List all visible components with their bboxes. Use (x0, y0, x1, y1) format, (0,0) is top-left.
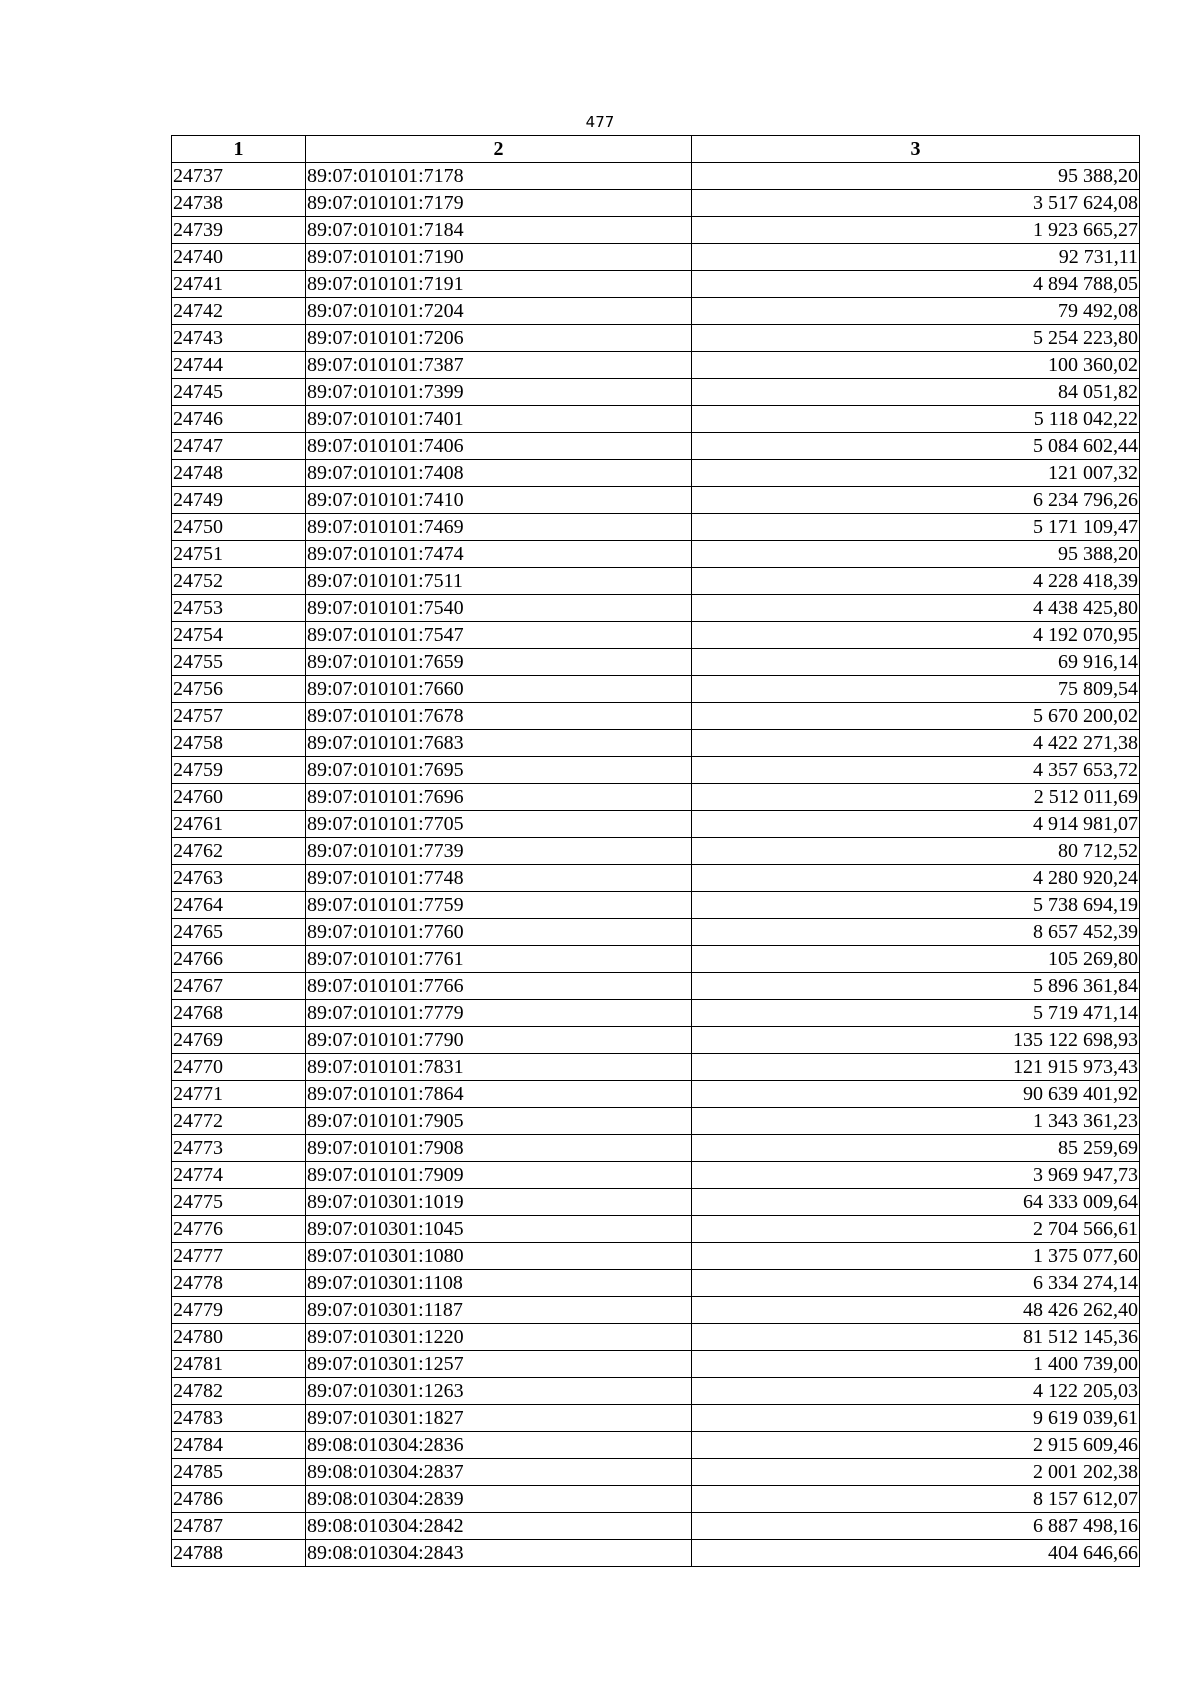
row-number-cell: 24753 (172, 595, 306, 622)
value-cell: 4 422 271,38 (692, 730, 1140, 757)
table-row (172, 1351, 1140, 1378)
row-number-cell: 24738 (172, 190, 306, 217)
row-number-cell: 24740 (172, 244, 306, 271)
cadastral-number-cell: 89:07:010101:7660 (306, 676, 692, 703)
cadastral-number-cell: 89:07:010101:7908 (306, 1135, 692, 1162)
cadastral-number-cell: 89:07:010101:7184 (306, 217, 692, 244)
table-row (172, 1540, 1140, 1567)
value-cell: 69 916,14 (692, 649, 1140, 676)
table-row (172, 541, 1140, 568)
value-cell: 4 438 425,80 (692, 595, 1140, 622)
value-cell: 121 915 973,43 (692, 1054, 1140, 1081)
cadastral-number-cell: 89:07:010101:7739 (306, 838, 692, 865)
value-cell: 85 259,69 (692, 1135, 1140, 1162)
value-cell: 79 492,08 (692, 298, 1140, 325)
value-cell: 6 334 274,14 (692, 1270, 1140, 1297)
cadastral-number-cell: 89:07:010301:1187 (306, 1297, 692, 1324)
column-header-3: 3 (692, 136, 1140, 163)
cadastral-number-cell: 89:07:010301:1045 (306, 1216, 692, 1243)
value-cell: 2 704 566,61 (692, 1216, 1140, 1243)
value-cell: 3 969 947,73 (692, 1162, 1140, 1189)
row-number-cell: 24758 (172, 730, 306, 757)
row-number-cell: 24751 (172, 541, 306, 568)
value-cell: 84 051,82 (692, 379, 1140, 406)
row-number-cell: 24787 (172, 1513, 306, 1540)
value-cell: 1 400 739,00 (692, 1351, 1140, 1378)
value-cell: 2 915 609,46 (692, 1432, 1140, 1459)
value-cell: 1 343 361,23 (692, 1108, 1140, 1135)
cadastral-number-cell: 89:07:010101:7909 (306, 1162, 692, 1189)
cadastral-number-cell: 89:07:010101:7190 (306, 244, 692, 271)
cadastral-number-cell: 89:07:010101:7399 (306, 379, 692, 406)
table-row (172, 514, 1140, 541)
row-number-cell: 24750 (172, 514, 306, 541)
row-number-cell: 24782 (172, 1378, 306, 1405)
row-number-cell: 24785 (172, 1459, 306, 1486)
row-number-cell: 24747 (172, 433, 306, 460)
row-number-cell: 24749 (172, 487, 306, 514)
cadastral-number-cell: 89:07:010101:7659 (306, 649, 692, 676)
row-number-cell: 24773 (172, 1135, 306, 1162)
table-row (172, 649, 1140, 676)
row-number-cell: 24761 (172, 811, 306, 838)
table-row (172, 1513, 1140, 1540)
cadastral-number-cell: 89:07:010101:7683 (306, 730, 692, 757)
table-row (172, 1486, 1140, 1513)
table-row (172, 919, 1140, 946)
value-cell: 1 375 077,60 (692, 1243, 1140, 1270)
row-number-cell: 24776 (172, 1216, 306, 1243)
table-row (172, 325, 1140, 352)
row-number-cell: 24754 (172, 622, 306, 649)
value-cell: 64 333 009,64 (692, 1189, 1140, 1216)
cadastral-number-cell: 89:07:010101:7511 (306, 568, 692, 595)
table-row (172, 892, 1140, 919)
table-row (172, 1432, 1140, 1459)
value-cell: 404 646,66 (692, 1540, 1140, 1567)
row-number-cell: 24757 (172, 703, 306, 730)
cadastral-number-cell: 89:07:010101:7179 (306, 190, 692, 217)
value-cell: 5 084 602,44 (692, 433, 1140, 460)
value-cell: 100 360,02 (692, 352, 1140, 379)
cadastral-number-cell: 89:07:010101:7206 (306, 325, 692, 352)
cadastral-number-cell: 89:07:010101:7387 (306, 352, 692, 379)
value-cell: 4 914 981,07 (692, 811, 1140, 838)
value-cell: 8 657 452,39 (692, 919, 1140, 946)
cadastral-number-cell: 89:07:010301:1827 (306, 1405, 692, 1432)
row-number-cell: 24756 (172, 676, 306, 703)
value-cell: 5 738 694,19 (692, 892, 1140, 919)
cadastral-number-cell: 89:07:010101:7759 (306, 892, 692, 919)
table-row (172, 163, 1140, 190)
table-row (172, 271, 1140, 298)
row-number-cell: 24739 (172, 217, 306, 244)
row-number-cell: 24745 (172, 379, 306, 406)
table-row (172, 352, 1140, 379)
row-number-cell: 24744 (172, 352, 306, 379)
row-number-cell: 24774 (172, 1162, 306, 1189)
cadastral-number-cell: 89:07:010101:7191 (306, 271, 692, 298)
value-cell: 4 357 653,72 (692, 757, 1140, 784)
table-row (172, 1405, 1140, 1432)
value-cell: 48 426 262,40 (692, 1297, 1140, 1324)
cadastral-number-cell: 89:07:010101:7831 (306, 1054, 692, 1081)
cadastral-number-cell: 89:07:010101:7705 (306, 811, 692, 838)
value-cell: 92 731,11 (692, 244, 1140, 271)
value-cell: 6 887 498,16 (692, 1513, 1140, 1540)
table-row (172, 217, 1140, 244)
table-row (172, 595, 1140, 622)
value-cell: 95 388,20 (692, 163, 1140, 190)
cadastral-number-cell: 89:08:010304:2839 (306, 1486, 692, 1513)
cadastral-number-cell: 89:07:010301:1019 (306, 1189, 692, 1216)
table-row (172, 568, 1140, 595)
row-number-cell: 24764 (172, 892, 306, 919)
cadastral-number-cell: 89:08:010304:2842 (306, 1513, 692, 1540)
row-number-cell: 24770 (172, 1054, 306, 1081)
row-number-cell: 24786 (172, 1486, 306, 1513)
table-row (172, 1297, 1140, 1324)
table-row (172, 1459, 1140, 1486)
value-cell: 121 007,32 (692, 460, 1140, 487)
value-cell: 5 896 361,84 (692, 973, 1140, 1000)
cadastral-number-cell: 89:07:010101:7695 (306, 757, 692, 784)
row-number-cell: 24765 (172, 919, 306, 946)
value-cell: 6 234 796,26 (692, 487, 1140, 514)
cadastral-number-cell: 89:07:010301:1220 (306, 1324, 692, 1351)
table-row (172, 487, 1140, 514)
cadastral-number-cell: 89:07:010101:7540 (306, 595, 692, 622)
value-cell: 4 894 788,05 (692, 271, 1140, 298)
table-row (172, 1135, 1140, 1162)
value-cell: 4 122 205,03 (692, 1378, 1140, 1405)
table-row (172, 703, 1140, 730)
value-cell: 105 269,80 (692, 946, 1140, 973)
cadastral-number-cell: 89:08:010304:2836 (306, 1432, 692, 1459)
value-cell: 3 517 624,08 (692, 190, 1140, 217)
value-cell: 2 001 202,38 (692, 1459, 1140, 1486)
row-number-cell: 24780 (172, 1324, 306, 1351)
row-number-cell: 24759 (172, 757, 306, 784)
value-cell: 5 171 109,47 (692, 514, 1140, 541)
table-row (172, 784, 1140, 811)
table-row (172, 973, 1140, 1000)
table-row (172, 757, 1140, 784)
table-row (172, 865, 1140, 892)
cadastral-number-cell: 89:07:010301:1257 (306, 1351, 692, 1378)
row-number-cell: 24781 (172, 1351, 306, 1378)
cadastral-number-cell: 89:07:010101:7779 (306, 1000, 692, 1027)
row-number-cell: 24763 (172, 865, 306, 892)
cadastral-number-cell: 89:07:010101:7864 (306, 1081, 692, 1108)
table-row (172, 1216, 1140, 1243)
cadastral-number-cell: 89:07:010101:7204 (306, 298, 692, 325)
table-row (172, 433, 1140, 460)
table-row (172, 1054, 1140, 1081)
cadastral-number-cell: 89:07:010101:7547 (306, 622, 692, 649)
table-row (172, 1000, 1140, 1027)
value-cell: 2 512 011,69 (692, 784, 1140, 811)
row-number-cell: 24760 (172, 784, 306, 811)
table-row (172, 1378, 1140, 1405)
value-cell: 135 122 698,93 (692, 1027, 1140, 1054)
row-number-cell: 24752 (172, 568, 306, 595)
value-cell: 90 639 401,92 (692, 1081, 1140, 1108)
cadastral-number-cell: 89:08:010304:2843 (306, 1540, 692, 1567)
cadastral-number-cell: 89:07:010301:1108 (306, 1270, 692, 1297)
value-cell: 9 619 039,61 (692, 1405, 1140, 1432)
register-table (171, 135, 1140, 1567)
value-cell: 5 118 042,22 (692, 406, 1140, 433)
value-cell: 81 512 145,36 (692, 1324, 1140, 1351)
cadastral-number-cell: 89:07:010101:7408 (306, 460, 692, 487)
row-number-cell: 24769 (172, 1027, 306, 1054)
table-row (172, 460, 1140, 487)
row-number-cell: 24778 (172, 1270, 306, 1297)
cadastral-number-cell: 89:07:010301:1080 (306, 1243, 692, 1270)
value-cell: 5 719 471,14 (692, 1000, 1140, 1027)
row-number-cell: 24746 (172, 406, 306, 433)
row-number-cell: 24742 (172, 298, 306, 325)
value-cell: 75 809,54 (692, 676, 1140, 703)
table-row (172, 1189, 1140, 1216)
cadastral-number-cell: 89:07:010101:7469 (306, 514, 692, 541)
row-number-cell: 24784 (172, 1432, 306, 1459)
row-number-cell: 24766 (172, 946, 306, 973)
page-number: 477 (585, 113, 615, 131)
row-number-cell: 24775 (172, 1189, 306, 1216)
cadastral-number-cell: 89:07:010101:7406 (306, 433, 692, 460)
table-header (172, 136, 1140, 163)
value-cell: 5 254 223,80 (692, 325, 1140, 352)
row-number-cell: 24772 (172, 1108, 306, 1135)
header-row (172, 136, 1140, 163)
row-number-cell: 24737 (172, 163, 306, 190)
value-cell: 95 388,20 (692, 541, 1140, 568)
row-number-cell: 24743 (172, 325, 306, 352)
value-cell: 4 192 070,95 (692, 622, 1140, 649)
table-row (172, 1081, 1140, 1108)
table-row (172, 1324, 1140, 1351)
value-cell: 80 712,52 (692, 838, 1140, 865)
cadastral-number-cell: 89:07:010101:7696 (306, 784, 692, 811)
column-header-2: 2 (306, 136, 692, 163)
table-row (172, 1162, 1140, 1189)
table-row (172, 730, 1140, 757)
cadastral-number-cell: 89:07:010101:7761 (306, 946, 692, 973)
table-row (172, 244, 1140, 271)
row-number-cell: 24788 (172, 1540, 306, 1567)
table-row (172, 406, 1140, 433)
table-row (172, 811, 1140, 838)
cadastral-number-cell: 89:07:010101:7748 (306, 865, 692, 892)
table-row (172, 1027, 1140, 1054)
table-row (172, 676, 1140, 703)
cadastral-number-cell: 89:07:010101:7760 (306, 919, 692, 946)
table-row (172, 622, 1140, 649)
cadastral-number-cell: 89:08:010304:2837 (306, 1459, 692, 1486)
cadastral-number-cell: 89:07:010101:7766 (306, 973, 692, 1000)
cadastral-number-cell: 89:07:010101:7790 (306, 1027, 692, 1054)
row-number-cell: 24741 (172, 271, 306, 298)
table-row (172, 298, 1140, 325)
cadastral-number-cell: 89:07:010101:7905 (306, 1108, 692, 1135)
cadastral-number-cell: 89:07:010101:7178 (306, 163, 692, 190)
table-row (172, 946, 1140, 973)
table-body (172, 163, 1140, 1567)
value-cell: 4 280 920,24 (692, 865, 1140, 892)
table-row (172, 838, 1140, 865)
value-cell: 8 157 612,07 (692, 1486, 1140, 1513)
row-number-cell: 24762 (172, 838, 306, 865)
column-header-1: 1 (172, 136, 306, 163)
value-cell: 4 228 418,39 (692, 568, 1140, 595)
table-row (172, 379, 1140, 406)
cadastral-number-cell: 89:07:010301:1263 (306, 1378, 692, 1405)
value-cell: 1 923 665,27 (692, 217, 1140, 244)
table-row (172, 190, 1140, 217)
row-number-cell: 24783 (172, 1405, 306, 1432)
value-cell: 5 670 200,02 (692, 703, 1140, 730)
row-number-cell: 24777 (172, 1243, 306, 1270)
table-row (172, 1243, 1140, 1270)
cadastral-number-cell: 89:07:010101:7474 (306, 541, 692, 568)
row-number-cell: 24748 (172, 460, 306, 487)
row-number-cell: 24768 (172, 1000, 306, 1027)
row-number-cell: 24755 (172, 649, 306, 676)
row-number-cell: 24767 (172, 973, 306, 1000)
row-number-cell: 24771 (172, 1081, 306, 1108)
cadastral-number-cell: 89:07:010101:7678 (306, 703, 692, 730)
table-row (172, 1270, 1140, 1297)
table-row (172, 1108, 1140, 1135)
cadastral-number-cell: 89:07:010101:7410 (306, 487, 692, 514)
row-number-cell: 24779 (172, 1297, 306, 1324)
cadastral-number-cell: 89:07:010101:7401 (306, 406, 692, 433)
